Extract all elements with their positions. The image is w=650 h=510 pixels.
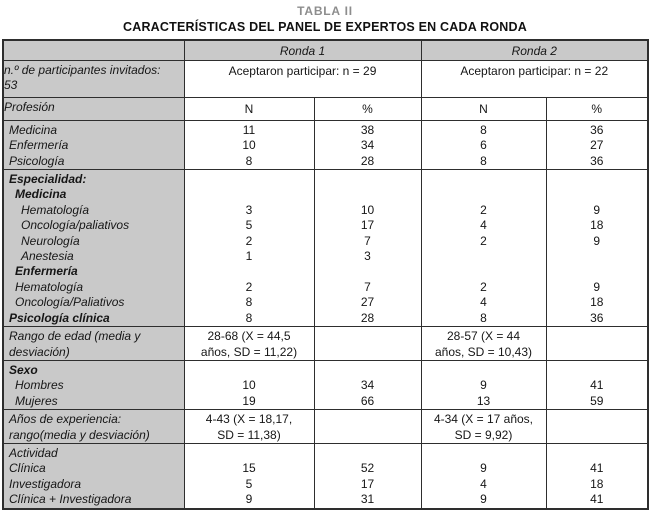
cell-round2-n: 9 bbox=[421, 461, 546, 476]
cell-round1-n: 15 bbox=[184, 461, 314, 476]
table-row-psicolog-a-cl-nica bbox=[3, 311, 648, 327]
cell-round2-n: 9 bbox=[421, 492, 546, 508]
table-row-medicina bbox=[3, 120, 648, 138]
cell-round2-pct: 18 bbox=[546, 218, 648, 233]
cell-round1-n: años, SD = 11,22) bbox=[184, 345, 314, 361]
table-caption: CARACTERÍSTICAS DEL PANEL DE EXPERTOS EN CADA RONDA bbox=[123, 20, 527, 34]
table-row-rango-de-edad-media-y bbox=[3, 327, 648, 345]
cell-round1-pct: 66 bbox=[314, 394, 421, 410]
table-row-enfermer-a bbox=[3, 264, 648, 279]
cell-round1-n: 19 bbox=[184, 394, 314, 410]
cell-round1-n: 1 bbox=[184, 249, 314, 264]
row-label: Medicina bbox=[3, 120, 184, 138]
row-label: Anestesia bbox=[3, 249, 184, 264]
row-label: Enfermería bbox=[3, 264, 184, 279]
row-label: rango(media y desviación) bbox=[3, 428, 184, 444]
cell-round1-n: 9 bbox=[184, 492, 314, 508]
table-row-profession-header bbox=[3, 97, 648, 120]
cell-round1-n bbox=[184, 187, 314, 202]
cell-round1-n: 2 bbox=[184, 280, 314, 295]
row-label-line: n.º de participantes invitados: bbox=[4, 63, 161, 77]
cell-round2-n: 2 bbox=[421, 280, 546, 295]
round2-accepted-cell: Aceptaron participar: n = 22 bbox=[421, 61, 648, 98]
row-label: Medicina bbox=[3, 187, 184, 202]
table-row-actividad bbox=[3, 443, 648, 461]
cell-round2-pct: 9 bbox=[546, 280, 648, 295]
cell-round1-pct: 10 bbox=[314, 203, 421, 218]
cell-round2-pct: 18 bbox=[546, 295, 648, 310]
row-label: Mujeres bbox=[3, 394, 184, 410]
cell-round2-n bbox=[421, 360, 546, 378]
cell-round1-n bbox=[184, 170, 314, 188]
cell-round1-n: 8 bbox=[184, 154, 314, 170]
cell-round2-pct: 36 bbox=[546, 120, 648, 138]
table-number-title: TABLA II bbox=[297, 4, 353, 18]
table-row-hematolog-a bbox=[3, 203, 648, 218]
round2-header: Ronda 2 bbox=[421, 40, 648, 61]
cell-round2-n: SD = 9,92) bbox=[421, 428, 546, 444]
cell-round1-n: 5 bbox=[184, 477, 314, 492]
table-row-rango-media-y-desviaci-n- bbox=[3, 428, 648, 444]
cell-round2-n: 6 bbox=[421, 138, 546, 153]
cell-round2-pct bbox=[546, 170, 648, 188]
row-label: Clínica bbox=[3, 461, 184, 476]
row-label bbox=[3, 61, 184, 98]
table-row-medicina bbox=[3, 187, 648, 202]
cell-round2-pct: 36 bbox=[546, 311, 648, 327]
cell-round1-n bbox=[184, 264, 314, 279]
subcolumn-header: % bbox=[314, 97, 421, 120]
cell-round2-pct bbox=[546, 327, 648, 345]
table-row-oncolog-a-paliativos bbox=[3, 218, 648, 233]
row-label: Hematología bbox=[3, 280, 184, 295]
cell-round1-pct: 34 bbox=[314, 138, 421, 153]
cell-round2-pct bbox=[546, 249, 648, 264]
row-label: Oncología/paliativos bbox=[3, 218, 184, 233]
cell-round1-pct: 3 bbox=[314, 249, 421, 264]
cell-round1-n: 3 bbox=[184, 203, 314, 218]
cell-round1-n: 11 bbox=[184, 120, 314, 138]
row-label: Enfermería bbox=[3, 138, 184, 153]
cell-round2-pct: 36 bbox=[546, 154, 648, 170]
cell-round1-pct bbox=[314, 327, 421, 345]
cell-round2-pct bbox=[546, 410, 648, 428]
cell-round2-n: 8 bbox=[421, 120, 546, 138]
table-row-desviaci-n- bbox=[3, 345, 648, 361]
cell-round2-pct: 9 bbox=[546, 203, 648, 218]
cell-round1-pct bbox=[314, 187, 421, 202]
cell-round1-n: 28-68 (X = 44,5 bbox=[184, 327, 314, 345]
cell-round1-pct: 28 bbox=[314, 311, 421, 327]
cell-round2-n bbox=[421, 443, 546, 461]
table-row-investigadora bbox=[3, 477, 648, 492]
cell-round2-n: 8 bbox=[421, 311, 546, 327]
cell-round1-n: 2 bbox=[184, 234, 314, 249]
table-row-participants bbox=[3, 61, 648, 98]
cell-round1-pct bbox=[314, 345, 421, 361]
table-row-anestesia bbox=[3, 249, 648, 264]
cell-round1-n: 5 bbox=[184, 218, 314, 233]
cell-round1-pct: 28 bbox=[314, 154, 421, 170]
cell-round1-n: 4-43 (X = 18,17, bbox=[184, 410, 314, 428]
cell-round1-pct: 38 bbox=[314, 120, 421, 138]
cell-round2-pct: 9 bbox=[546, 234, 648, 249]
cell-round2-pct: 27 bbox=[546, 138, 648, 153]
table-row-sexo bbox=[3, 360, 648, 378]
cell-round2-n: 9 bbox=[421, 378, 546, 393]
table-row-a-os-de-experiencia- bbox=[3, 410, 648, 428]
cell-round1-pct: 17 bbox=[314, 218, 421, 233]
cell-round2-n: 4-34 (X = 17 años, bbox=[421, 410, 546, 428]
row-label: Neurología bbox=[3, 234, 184, 249]
row-label: Profesión bbox=[3, 97, 184, 120]
table-row-psicolog-a bbox=[3, 154, 648, 170]
cell-round1-pct: 17 bbox=[314, 477, 421, 492]
cell-round1-pct: 34 bbox=[314, 378, 421, 393]
table-row-hematolog-a bbox=[3, 280, 648, 295]
experts-panel-table bbox=[2, 39, 649, 510]
corner-cell bbox=[3, 40, 184, 61]
cell-round1-n: 10 bbox=[184, 378, 314, 393]
row-label: Rango de edad (media y bbox=[3, 327, 184, 345]
row-label-line: 53 bbox=[4, 78, 18, 93]
cell-round2-n: 2 bbox=[421, 234, 546, 249]
table-row-cl-nica bbox=[3, 461, 648, 476]
cell-round1-n: 8 bbox=[184, 311, 314, 327]
row-label: Oncología/Paliativos bbox=[3, 295, 184, 310]
cell-round1-pct: 7 bbox=[314, 234, 421, 249]
cell-round1-n bbox=[184, 360, 314, 378]
cell-round2-pct bbox=[546, 443, 648, 461]
cell-round2-pct: 41 bbox=[546, 492, 648, 508]
cell-round2-pct: 41 bbox=[546, 461, 648, 476]
subcolumn-header: N bbox=[184, 97, 314, 120]
row-label: Hematología bbox=[3, 203, 184, 218]
cell-round2-pct bbox=[546, 264, 648, 279]
cell-round1-pct bbox=[314, 264, 421, 279]
subcolumn-header: N bbox=[421, 97, 546, 120]
cell-round1-pct: 31 bbox=[314, 492, 421, 508]
cell-round2-n: 8 bbox=[421, 154, 546, 170]
cell-round2-n: 28-57 (X = 44 bbox=[421, 327, 546, 345]
cell-round2-pct: 41 bbox=[546, 378, 648, 393]
cell-round1-pct: 27 bbox=[314, 295, 421, 310]
row-label: Actividad bbox=[3, 443, 184, 461]
cell-round2-pct bbox=[546, 187, 648, 202]
cell-round1-n: 8 bbox=[184, 295, 314, 310]
subcolumn-header: % bbox=[546, 97, 648, 120]
cell-round1-pct bbox=[314, 443, 421, 461]
cell-round2-pct bbox=[546, 428, 648, 444]
row-label: Años de experiencia: bbox=[3, 410, 184, 428]
cell-round2-n: 4 bbox=[421, 477, 546, 492]
row-label: desviación) bbox=[3, 345, 184, 361]
round1-header: Ronda 1 bbox=[184, 40, 421, 61]
cell-round1-pct bbox=[314, 360, 421, 378]
table-row-round-header bbox=[3, 40, 648, 61]
row-label: Psicología clínica bbox=[3, 311, 184, 327]
row-label: Psicología bbox=[3, 154, 184, 170]
cell-round2-n: 4 bbox=[421, 218, 546, 233]
cell-round1-n: SD = 11,38) bbox=[184, 428, 314, 444]
cell-round1-n bbox=[184, 443, 314, 461]
row-label: Especialidad: bbox=[3, 170, 184, 188]
table-row-hombres bbox=[3, 378, 648, 393]
cell-round2-pct bbox=[546, 360, 648, 378]
row-label: Sexo bbox=[3, 360, 184, 378]
row-label: Investigadora bbox=[3, 477, 184, 492]
cell-round1-n: 10 bbox=[184, 138, 314, 153]
table-row-oncolog-a-paliativos bbox=[3, 295, 648, 310]
table-row-neurolog-a bbox=[3, 234, 648, 249]
cell-round1-pct bbox=[314, 428, 421, 444]
cell-round2-n: 13 bbox=[421, 394, 546, 410]
table-row-mujeres bbox=[3, 394, 648, 410]
cell-round2-n bbox=[421, 170, 546, 188]
row-label: Clínica + Investigadora bbox=[3, 492, 184, 508]
table-row-enfermer-a bbox=[3, 138, 648, 153]
cell-round2-n bbox=[421, 264, 546, 279]
table-body bbox=[3, 40, 648, 509]
cell-round2-pct bbox=[546, 345, 648, 361]
cell-round2-n bbox=[421, 187, 546, 202]
cell-round2-pct: 59 bbox=[546, 394, 648, 410]
cell-round1-pct bbox=[314, 410, 421, 428]
table-row-especialidad- bbox=[3, 170, 648, 188]
table-row-cl-nica-investigadora bbox=[3, 492, 648, 508]
cell-round1-pct bbox=[314, 170, 421, 188]
cell-round1-pct: 7 bbox=[314, 280, 421, 295]
cell-round2-n: años, SD = 10,43) bbox=[421, 345, 546, 361]
cell-round2-n: 2 bbox=[421, 203, 546, 218]
cell-round2-n: 4 bbox=[421, 295, 546, 310]
row-label: Hombres bbox=[3, 378, 184, 393]
round1-accepted-cell: Aceptaron participar: n = 29 bbox=[184, 61, 421, 98]
cell-round2-n bbox=[421, 249, 546, 264]
cell-round1-pct: 52 bbox=[314, 461, 421, 476]
cell-round2-pct: 18 bbox=[546, 477, 648, 492]
